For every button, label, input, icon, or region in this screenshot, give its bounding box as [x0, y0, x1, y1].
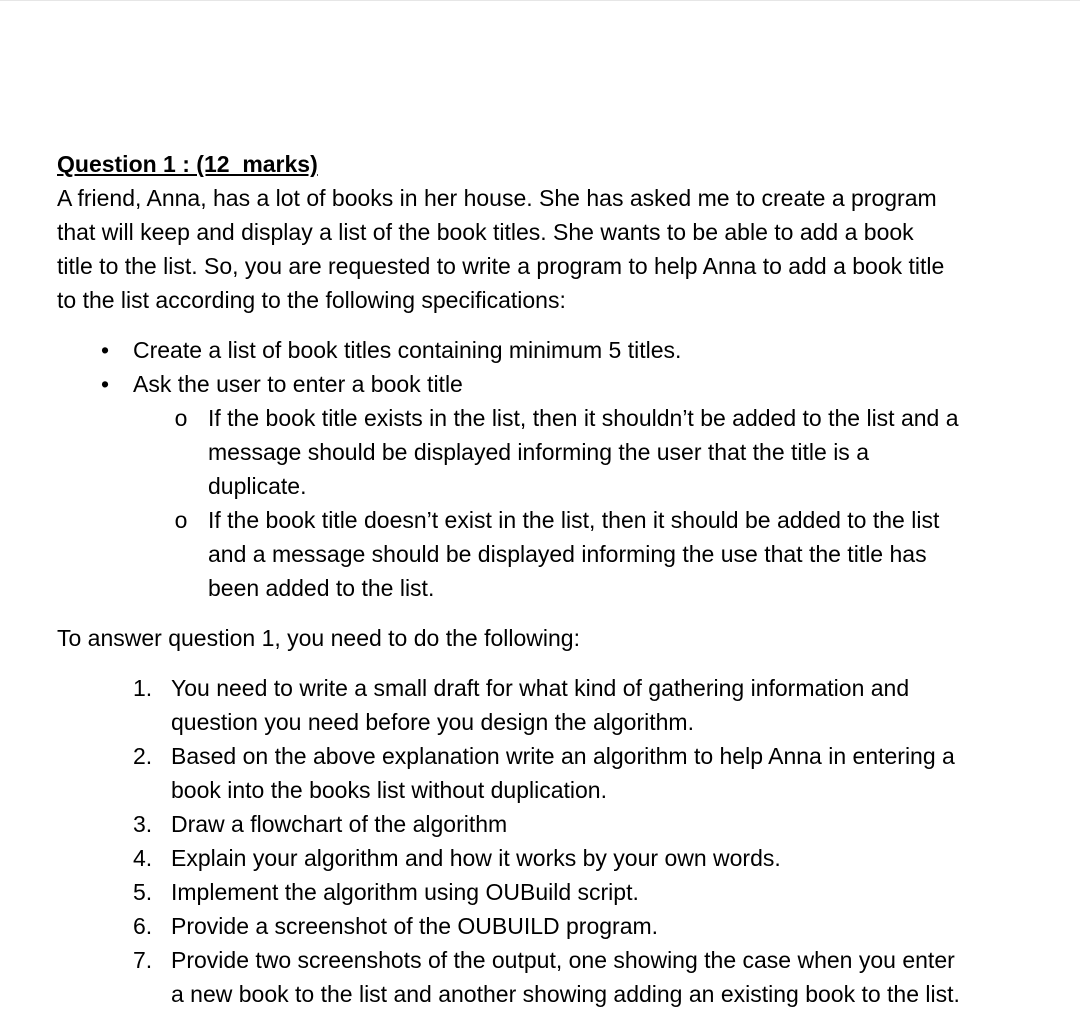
task-number: 7. — [133, 947, 153, 973]
specification-text: Create a list of book titles containing minimum 5 titles. — [133, 337, 682, 363]
task-item — [57, 909, 1057, 943]
task-item — [57, 671, 1057, 739]
intro-line: A friend, Anna, has a lot of books in her house. She has asked me to create a program — [57, 185, 937, 211]
task-list — [57, 671, 1057, 1011]
sub-specification-text: and a message should be displayed informing the use that the title has — [208, 541, 927, 567]
question-heading: Question 1 : (12 marks) — [57, 151, 318, 177]
intro-line: title to the list. So, you are requested to write a program to help Anna to add a book title — [57, 253, 945, 279]
sub-specification-text: If the book title exists in the list, then it shouldn’t be added to the list and a — [208, 405, 959, 431]
task-number: 3. — [133, 811, 153, 837]
task-item — [57, 943, 1057, 1011]
sub-specification-text: been added to the list. — [208, 575, 435, 601]
sub-specification-text: If the book title doesn’t exist in the list, then it should be added to the list — [208, 507, 940, 533]
task-text: Provide a screenshot of the OUBUILD program. — [171, 913, 659, 939]
specification-text: Ask the user to enter a book title — [133, 371, 463, 397]
task-text: a new book to the list and another showing adding an existing book to the list. — [171, 981, 960, 1007]
sub-bullet-glyph: o — [174, 405, 188, 431]
intro-line: to the list according to the following specifications: — [57, 287, 566, 313]
sub-specification-text: message should be displayed informing the user that the title is a — [208, 439, 869, 465]
task-text: question you need before you design the algorithm. — [171, 709, 694, 735]
task-text: Draw a flowchart of the algorithm — [171, 811, 508, 837]
sub-bullet-glyph: o — [174, 507, 188, 533]
task-text: Provide two screenshots of the output, one showing the case when you enter — [171, 947, 955, 973]
task-text: book into the books list without duplication. — [171, 777, 607, 803]
task-number: 2. — [133, 743, 153, 769]
answer-instructions-intro: To answer question 1, you need to do the following: — [57, 625, 580, 651]
page-top-edge — [0, 0, 1080, 1]
specification-list — [57, 333, 1057, 401]
sub-specification-item — [57, 401, 1057, 503]
bullet-glyph: • — [100, 337, 110, 363]
specification-item — [57, 333, 1057, 367]
task-item — [57, 739, 1057, 807]
question-intro — [57, 181, 1057, 317]
task-number: 6. — [133, 913, 153, 939]
task-number: 4. — [133, 845, 153, 871]
task-item — [57, 875, 1057, 909]
task-number: 5. — [133, 879, 153, 905]
document-page — [57, 147, 1057, 1011]
specification-item — [57, 367, 1057, 401]
intro-line: that will keep and display a list of the book titles. She wants to be able to add a book — [57, 219, 914, 245]
sub-specification-item — [57, 503, 1057, 605]
task-text: Explain your algorithm and how it works by your own words. — [171, 845, 781, 871]
task-text: Based on the above explanation write an algorithm to help Anna in entering a — [171, 743, 955, 769]
task-item — [57, 841, 1057, 875]
task-number: 1. — [133, 675, 153, 701]
sub-specification-text: duplicate. — [208, 473, 307, 499]
task-text: You need to write a small draft for what kind of gathering information and — [171, 675, 910, 701]
task-text: Implement the algorithm using OUBuild script. — [171, 879, 639, 905]
bullet-glyph: • — [100, 371, 110, 397]
task-item — [57, 807, 1057, 841]
